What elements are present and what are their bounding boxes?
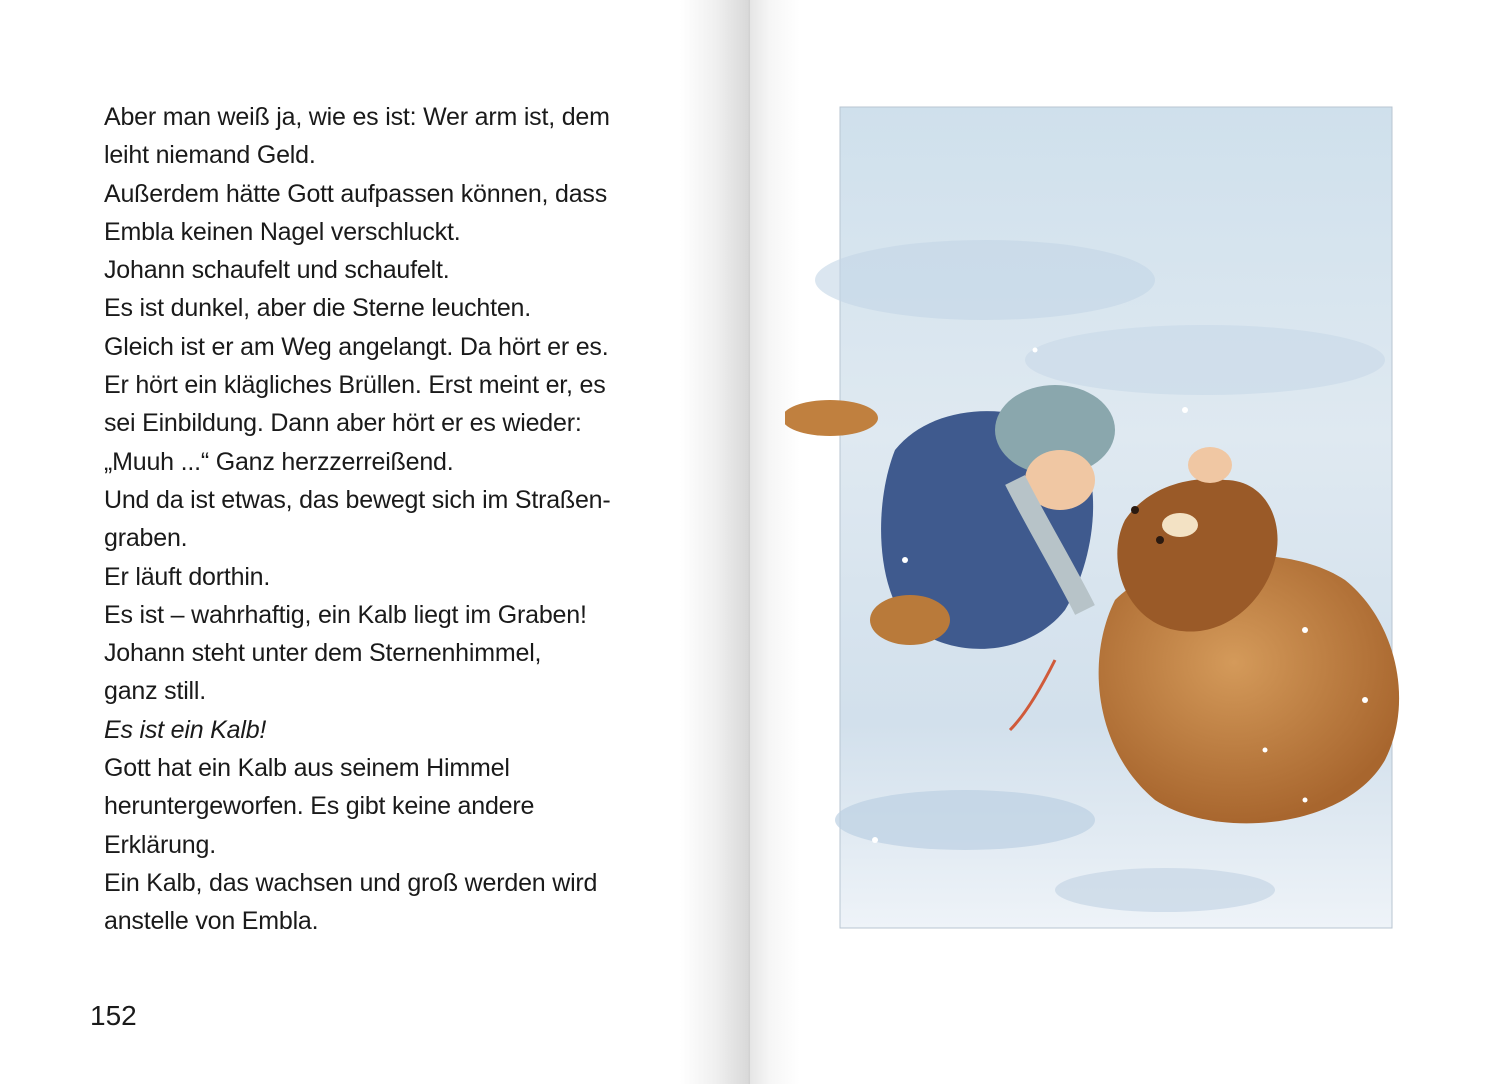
text-line: anstelle von Embla.	[104, 907, 319, 936]
text-line: Gleich ist er am Weg angelangt. Da hört er es.	[104, 332, 609, 361]
text-line: Es ist dunkel, aber die Sterne leuchten.	[104, 294, 531, 323]
text-line: Und da ist etwas, das bewegt sich im Straßen-	[104, 485, 611, 514]
text-line: Johann schaufelt und schaufelt.	[104, 256, 450, 285]
text-line: Es ist – wahrhaftig, ein Kalb liegt im Graben!	[104, 600, 587, 629]
text-line-italic: Es ist ein Kalb!	[104, 715, 267, 744]
text-line: ganz still.	[104, 677, 207, 706]
text-line: graben.	[104, 524, 188, 553]
text-line: Erklärung.	[104, 830, 216, 859]
text-line: „Muuh ...“ Ganz herzzerreißend.	[104, 447, 454, 476]
text-line: leiht niemand Geld.	[104, 141, 316, 170]
illustration	[785, 100, 1415, 935]
text-line: Gott hat ein Kalb aus seinem Himmel	[104, 754, 510, 783]
text-line: Außerdem hätte Gott aufpassen können, dass	[104, 179, 608, 208]
text-line: Ein Kalb, das wachsen und groß werden wird	[104, 868, 598, 897]
text-line: Embla keinen Nagel verschluckt.	[104, 217, 461, 246]
text-line: sei Einbildung. Dann aber hört er es wieder:	[104, 409, 582, 438]
text-line: heruntergeworfen. Es gibt keine andere	[104, 792, 535, 821]
text-line: Er hört ein klägliches Brüllen. Erst meint er, es	[104, 371, 606, 400]
page-number: 152	[90, 1000, 137, 1031]
text-line: Johann steht unter dem Sternenhimmel,	[104, 639, 542, 668]
text-line: Aber man weiß ja, wie es ist: Wer arm ist, dem	[104, 103, 610, 131]
body-text	[104, 98, 704, 941]
text-line: Er läuft dorthin.	[104, 562, 271, 591]
